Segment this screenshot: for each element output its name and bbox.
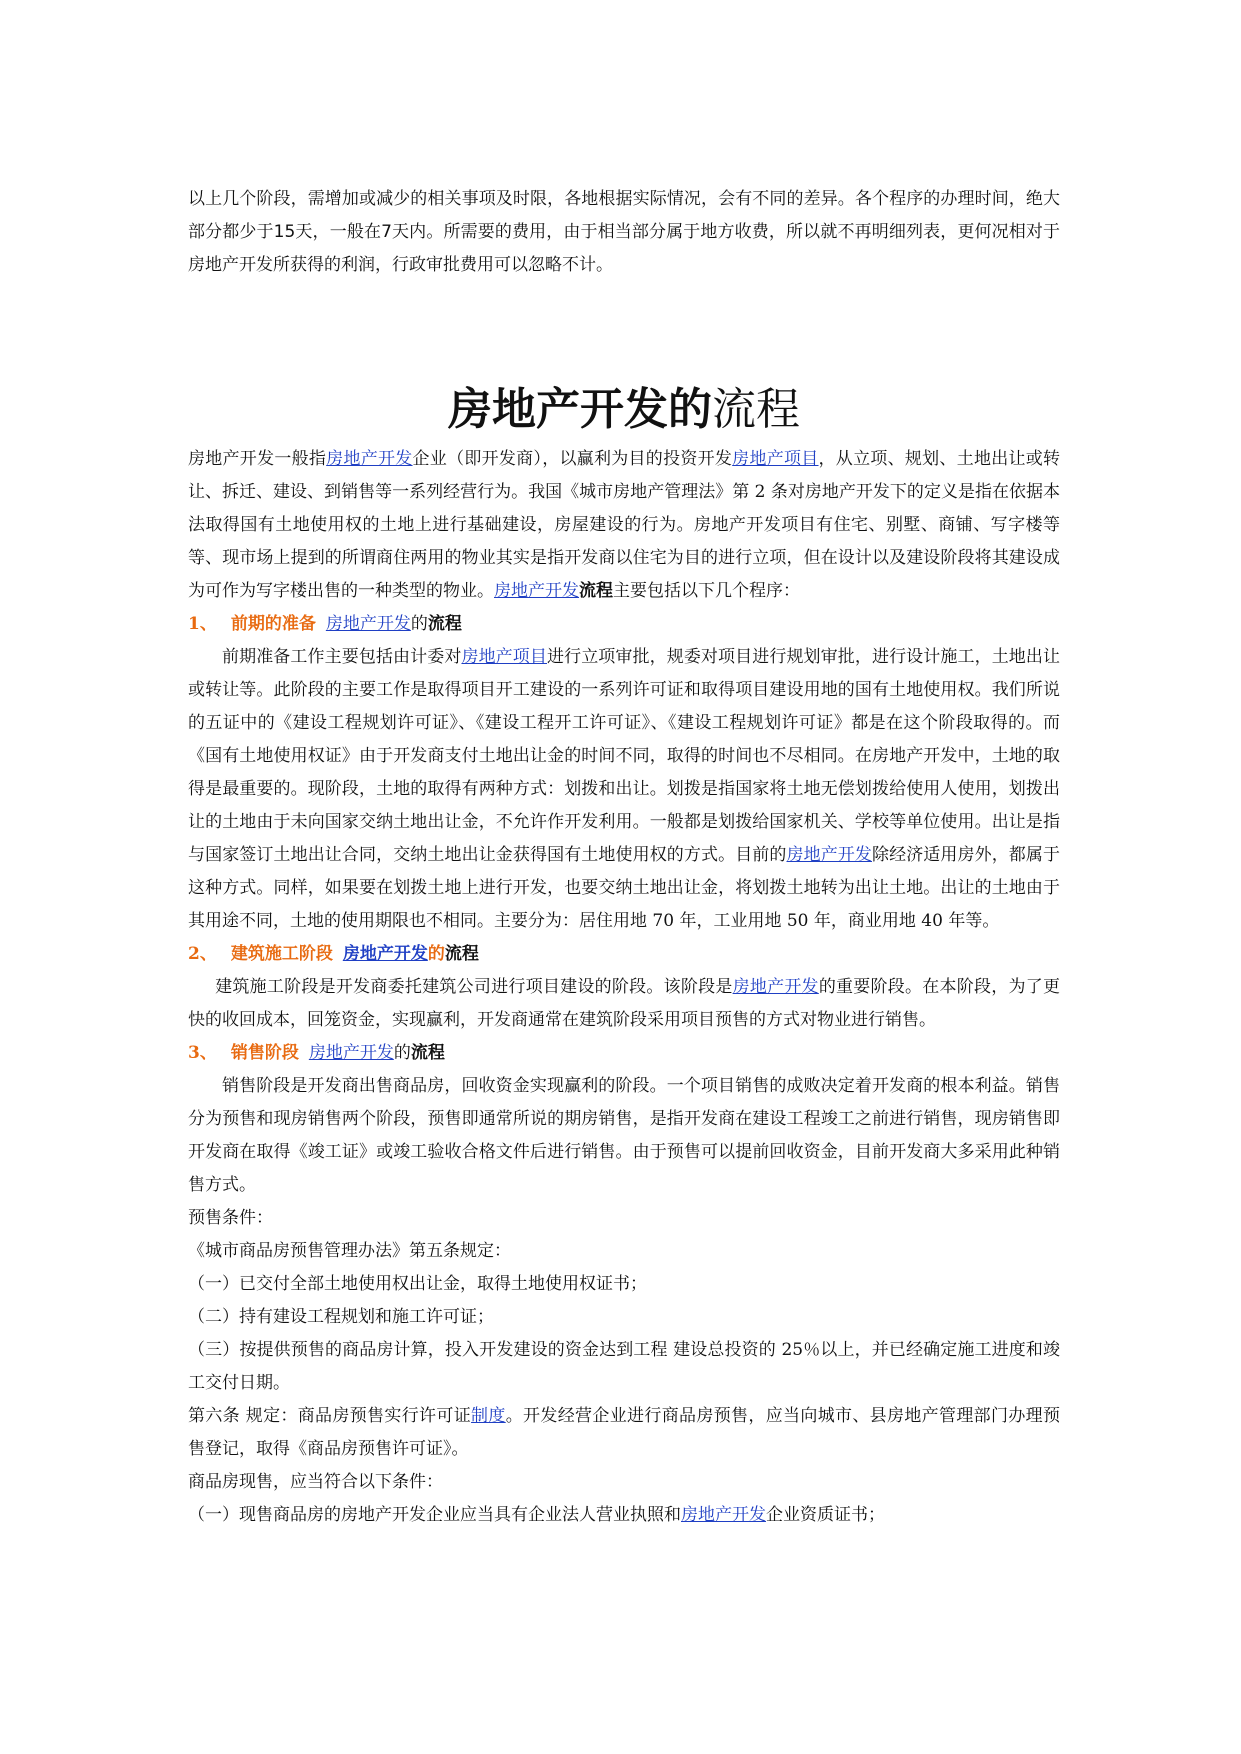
overview-text-1: 房地产开发一般指: [188, 449, 327, 469]
section-number: 1、: [188, 614, 217, 634]
page-title: [188, 382, 1060, 438]
intro-paragraph: [188, 183, 1060, 282]
overview-paragraph: [188, 443, 1060, 608]
existing-condition-1-text-1: （一）现售商品房的房地产开发企业应当具有企业法人营业执照和: [188, 1505, 681, 1525]
title-bold-part: 房地产开发的: [448, 384, 712, 435]
intro-number-15: 15: [273, 222, 296, 242]
section-mid-text: 的: [393, 1043, 411, 1063]
section-title: 建筑施工阶段: [230, 944, 333, 964]
title-normal-part: 流程: [712, 384, 800, 435]
intro-text-3: 天内。所需要的费用，由于相当部分属于地方收费，所以就不再明细列表，更何况相对于房地产开发所获得的利润，行政审批费用可以忽略不计。: [188, 222, 1061, 275]
existing-condition-1-text-2: 企业资质证书；: [766, 1505, 885, 1525]
main-body: [188, 443, 1060, 1532]
section-1-text-2: 进行立项审批，规委对项目进行规划审批，进行设计施工，土地出让或转让等。此阶段的主要工作是取得项目开工建设的一系列许可证和取得项目建设用地的国有土地使用权。我们所说的五证中的《建设工程规划许可证》、《建设工程开工许可证》、《建设工程规划许可证》都是在这个阶段取得的。而《国有土地使用权证》由于开发商支付土地出让金的时间不同，取得的时间也不尽相同。在房地产开发中，土地的取得是最重要的。现阶段，土地的取得有两种方式：划拨和出让。划拨是指国家将土地无偿划拨给使用人使用，划拨出让的土地由于未向国家交纳土地出让金，不允许作开发利用。一般都是划拨给国家机关、学校等单位使用。出让是指与国家签订土地出让合同，交纳土地出让金获得国有土地使用权的方式。目前的: [188, 647, 1061, 865]
presale-label: 预售条件：: [188, 1208, 273, 1228]
section-3-body: 销售阶段是开发商出售商品房，回收资金实现赢利的阶段。一个项目销售的成败决定着开发商的根本利益。销售分为预售和现房销售两个阶段，预售即通常所说的期房销售，是指开发商在建设工程竣工之前进行销售，现房销售即开发商在取得《竣工证》或竣工验收合格文件后进行销售。由于预售可以提前回收资金，目前开发商大多采用此种销售方式。: [188, 1076, 1060, 1195]
section-tail-bold: 流程: [444, 944, 479, 964]
link-real-estate-development[interactable]: 房地产开发: [308, 1043, 394, 1063]
link-real-estate-development[interactable]: 房地产开发: [342, 944, 428, 964]
link-real-estate-project[interactable]: 房地产项目: [461, 647, 547, 667]
section-1-text-1: 前期准备工作主要包括由计委对: [222, 647, 462, 667]
section-heading-1: [188, 608, 1060, 641]
article-6: [188, 1400, 1060, 1466]
overview-text-4: 主要包括以下几个程序：: [613, 581, 800, 601]
section-tail-bold: 流程: [427, 614, 462, 634]
section-mid-text: 的: [410, 614, 428, 634]
section-mid-text: 的: [427, 944, 445, 964]
section-2-text-1: 建筑施工阶段是开发商委托建筑公司进行项目建设的阶段。该阶段是: [215, 977, 733, 997]
link-real-estate-development[interactable]: 房地产开发: [786, 845, 872, 865]
overview-bold-process: 流程: [579, 581, 613, 601]
section-1-text-3: 除经济适用房外，都属于这种方式。同样，如果要在划拨土地上进行开发，也要交纳土地出让金，将划拨土地转为出让土地。出让的土地由于其用途不同，土地的使用期限也不相同。主要分为：居住用地 70 年，工业用地 50 年，商业用地 40 年等。: [188, 845, 1060, 931]
intro-text-1: 以上几个阶段，需增加或减少的相关事项及时限，各地根据实际情况，会有不同的差异。各个程序的办理时间，绝大部分都少于: [188, 189, 1060, 242]
link-real-estate-development[interactable]: 房地产开发: [681, 1505, 766, 1525]
section-tail-bold: 流程: [410, 1043, 445, 1063]
article-6-text-2: 。开发经营企业进行商品房预售，应当向城市、县房地产管理部门办理预售登记，取得《商品房预售许可证》。: [188, 1406, 1061, 1459]
section-2-body: [188, 971, 1060, 1037]
link-real-estate-project[interactable]: 房地产项目: [732, 449, 819, 469]
link-real-estate-development[interactable]: 房地产开发: [326, 449, 413, 469]
overview-text-2: 企业（即开发商），以赢利为目的投资开发: [412, 449, 733, 469]
intro-text-2: 天，一般在: [295, 222, 382, 242]
presale-condition-1: （一）已交付全部土地使用权出让金，取得土地使用权证书；: [188, 1274, 647, 1294]
existing-sale-label: 商品房现售，应当符合以下条件：: [188, 1472, 443, 1492]
section-title: 前期的准备: [230, 614, 316, 634]
presale-condition-3: （三）按提供预售的商品房计算，投入开发建设的资金达到工程 建设总投资的 25％以上，并已经确定施工进度和竣工交付日期。: [188, 1340, 1060, 1393]
section-number: 3、: [188, 1043, 217, 1063]
existing-condition-1: [188, 1499, 1060, 1532]
section-2-text-2: 的重要阶段。在本阶段，为了更快的收回成本，回笼资金，实现赢利，开发商通常在建筑阶段采用项目预售的方式对物业进行销售。: [188, 977, 1061, 1030]
article-6-text-1: 第六条 规定：商品房预售实行许可证: [188, 1406, 472, 1426]
overview-text-3: ，从立项、规划、土地出让或转让、拆迁、建设、到销售等一系列经营行为。我国《城市房地产管理法》第 2 条对房地产开发下的定义是指在依据本法取得国有土地使用权的土地上进行基础建设，房屋建设的行为。房地产开发项目有住宅、别墅、商铺、写字楼等等、现市场上提到的所谓商住两用的物业其实是指开发商以住宅为目的进行立项，但在设计以及建设阶段将其建设成为可作为写字楼出售的一种类型的物业。: [188, 449, 1061, 601]
section-1-body: [188, 641, 1060, 938]
presale-condition-2: （二）持有建设工程规划和施工许可证；: [188, 1307, 494, 1327]
section-heading-3: [188, 1037, 1060, 1070]
link-system[interactable]: 制度: [471, 1406, 506, 1426]
intro-number-7: 7: [381, 222, 392, 242]
presale-rule: 《城市商品房预售管理办法》第五条规定：: [188, 1241, 511, 1261]
section-title: 销售阶段: [230, 1043, 299, 1063]
link-real-estate-development[interactable]: 房地产开发: [732, 977, 819, 997]
link-real-estate-development[interactable]: 房地产开发: [325, 614, 411, 634]
section-heading-2: [188, 938, 1060, 971]
link-real-estate-development[interactable]: 房地产开发: [494, 581, 579, 601]
section-number: 2、: [188, 944, 217, 964]
